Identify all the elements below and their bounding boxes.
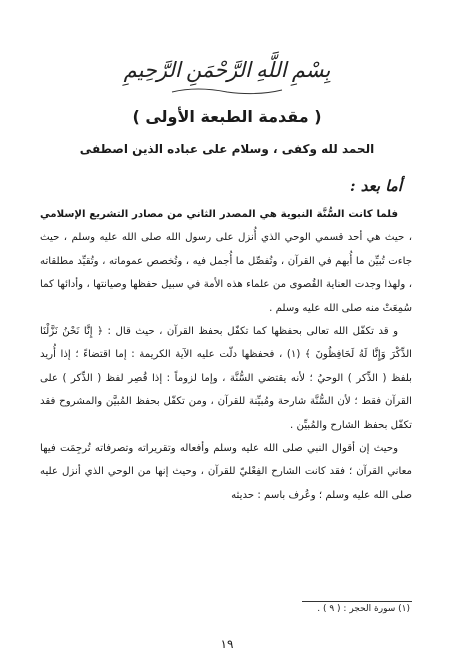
opening-praise: الحمد لله وكفى ، وسلام على عباده الذين اصطفى	[79, 142, 375, 156]
footnote: (١) سورة الحجر : ( ٩ ) .	[317, 604, 410, 614]
footnote-divider	[302, 601, 412, 602]
paragraph-1	[40, 203, 412, 320]
paragraph-2	[40, 320, 412, 437]
basmala-calligraphy: بِسْمِ اللَّهِ الرَّحْمَنِ الرَّحِيمِ	[123, 58, 331, 82]
amma-baad-label: أما بعد :	[349, 177, 402, 195]
paragraph-1-text: ، حيث هي أحد قسمي الوحي الذي أُنزل على رسول الله صلى الله عليه وسلم ، حيث جاءت تُبيِّن ما أُبهم في القرآن ، وتُفصِّل ما أُجمل فيه ، وتُخصص عموماته ، وتُقيِّد مطلقاته ، ولهذا وجدت العناية القُصوى من علماء هذه الأمة في سبيل حفظها وصيانتها ، وأدائها كما سُمِعَتْ منه صلى الله عليه وسلم .	[40, 232, 412, 314]
page-number: ١٩	[220, 637, 234, 651]
section-heading: ( مقدمة الطبعة الأولى )	[132, 107, 322, 126]
ornament-flourish	[167, 86, 287, 96]
body-text	[40, 203, 412, 507]
paragraph-2-text: و قد تكفّل الله تعالى بحفظها كما تكفّل بحفظ القرآن ، حيث قال : ﴿ إِنَّا نَحْنُ نَزَّلْنَا الذِّكْرَ وَإِنَّا لَهُ لَحَافِظُونَ ﴾ (١) ، فحفظها دلّت عليه الآية الكريمة : إما اقتضاءً ؛ إذا أُريد بلفظ ( الذِّكر ) الوحيُ ؛ لأنه يقتضي السُّنَّة ، وإما لزوماً : إذا قُصِر لفظ ( الذِّكر ) على القرآن فقط ؛ لأن السُّنَّة شارحة ومُبيِّنة للقرآن ، ومن تكفّل بحفظ المُبيَّن والمشروح فقد تكفّل بحفظ الشارح والمُبيِّن .	[40, 326, 413, 431]
paragraph-1-lead: فلما كانت السُّنَّة النبوية هي المصدر الثاني من مصادر التشريع الإسلامي	[40, 209, 398, 220]
paragraph-3	[40, 437, 412, 507]
paragraph-3-text: وحيث إن أقوال النبي صلى الله عليه وسلم وأفعاله وتقريراته وتصرفاته تُرجِمَت فيها معاني القرآن ؛ فقد كانت الشارح الفِعْليّ للقرآن ، وحيث إنها من الوحي الذي أنزل عليه صلى الله عليه وسلم ؛ وعُرف باسم : حديثه	[40, 443, 412, 501]
